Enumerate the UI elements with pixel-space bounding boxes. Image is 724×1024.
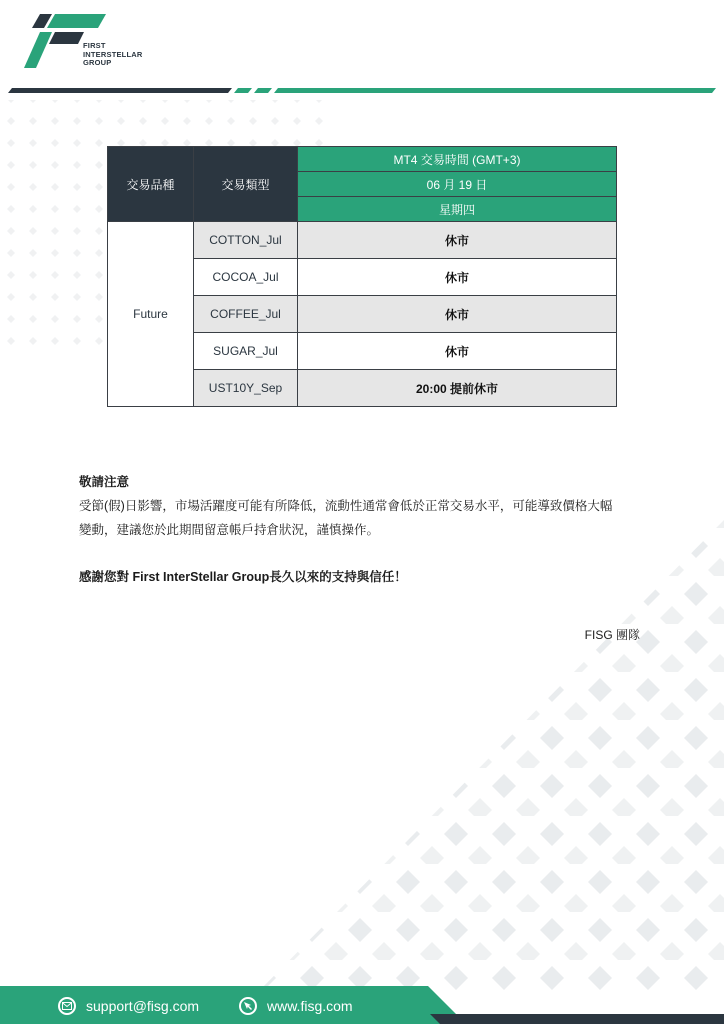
type-cell: UST10Y_Sep bbox=[194, 370, 298, 407]
company-logo bbox=[22, 12, 150, 76]
logo-wordmark bbox=[83, 42, 142, 68]
thanks-message: 感謝您對 First InterStellar Group長久以來的支持與信任！ bbox=[79, 570, 407, 584]
type-cell: COCOA_Jul bbox=[194, 259, 298, 296]
notice-body bbox=[79, 494, 649, 542]
status-cell: 20:00 提前休市 bbox=[298, 370, 617, 407]
mail-icon bbox=[58, 997, 76, 1015]
status-cell: 休市 bbox=[298, 296, 617, 333]
header-category: 交易品種 bbox=[108, 147, 194, 222]
notice-body-line-1: 受節(假)日影響，市場活躍度可能有所降低，流動性通常會低於正常交易水平，可能導致價格大幅 bbox=[79, 499, 613, 513]
logo-line-1: FIRST bbox=[83, 41, 106, 50]
footer-email[interactable] bbox=[58, 996, 199, 1016]
footer-website[interactable] bbox=[239, 996, 353, 1016]
trading-schedule-table bbox=[107, 146, 617, 407]
status-cell: 休市 bbox=[298, 259, 617, 296]
header-type: 交易類型 bbox=[194, 147, 298, 222]
cursor-icon bbox=[239, 997, 257, 1015]
table-row bbox=[108, 222, 617, 259]
status-cell: 休市 bbox=[298, 333, 617, 370]
signature: FISG 團隊 bbox=[584, 628, 640, 642]
type-cell: COFFEE_Jul bbox=[194, 296, 298, 333]
logo-line-3: GROUP bbox=[83, 58, 112, 67]
footer-website-text[interactable]: www.fisg.com bbox=[267, 998, 353, 1014]
type-cell: COTTON_Jul bbox=[194, 222, 298, 259]
category-cell: Future bbox=[108, 222, 194, 407]
footer-email-text[interactable]: support@fisg.com bbox=[86, 998, 200, 1014]
header-session-title: MT4 交易時間 (GMT+3) bbox=[298, 147, 617, 172]
header-weekday: 星期四 bbox=[298, 197, 617, 222]
header-divider bbox=[0, 86, 724, 96]
notice-body-line-2: 變動，建議您於此期間留意帳戶持倉狀況，謹慎操作。 bbox=[79, 523, 380, 537]
status-cell: 休市 bbox=[298, 222, 617, 259]
header-date: 06 月 19 日 bbox=[298, 172, 617, 197]
logo-line-2: INTERSTELLAR bbox=[83, 49, 143, 59]
notice-title: 敬請注意 bbox=[79, 475, 130, 489]
type-cell: SUGAR_Jul bbox=[194, 333, 298, 370]
